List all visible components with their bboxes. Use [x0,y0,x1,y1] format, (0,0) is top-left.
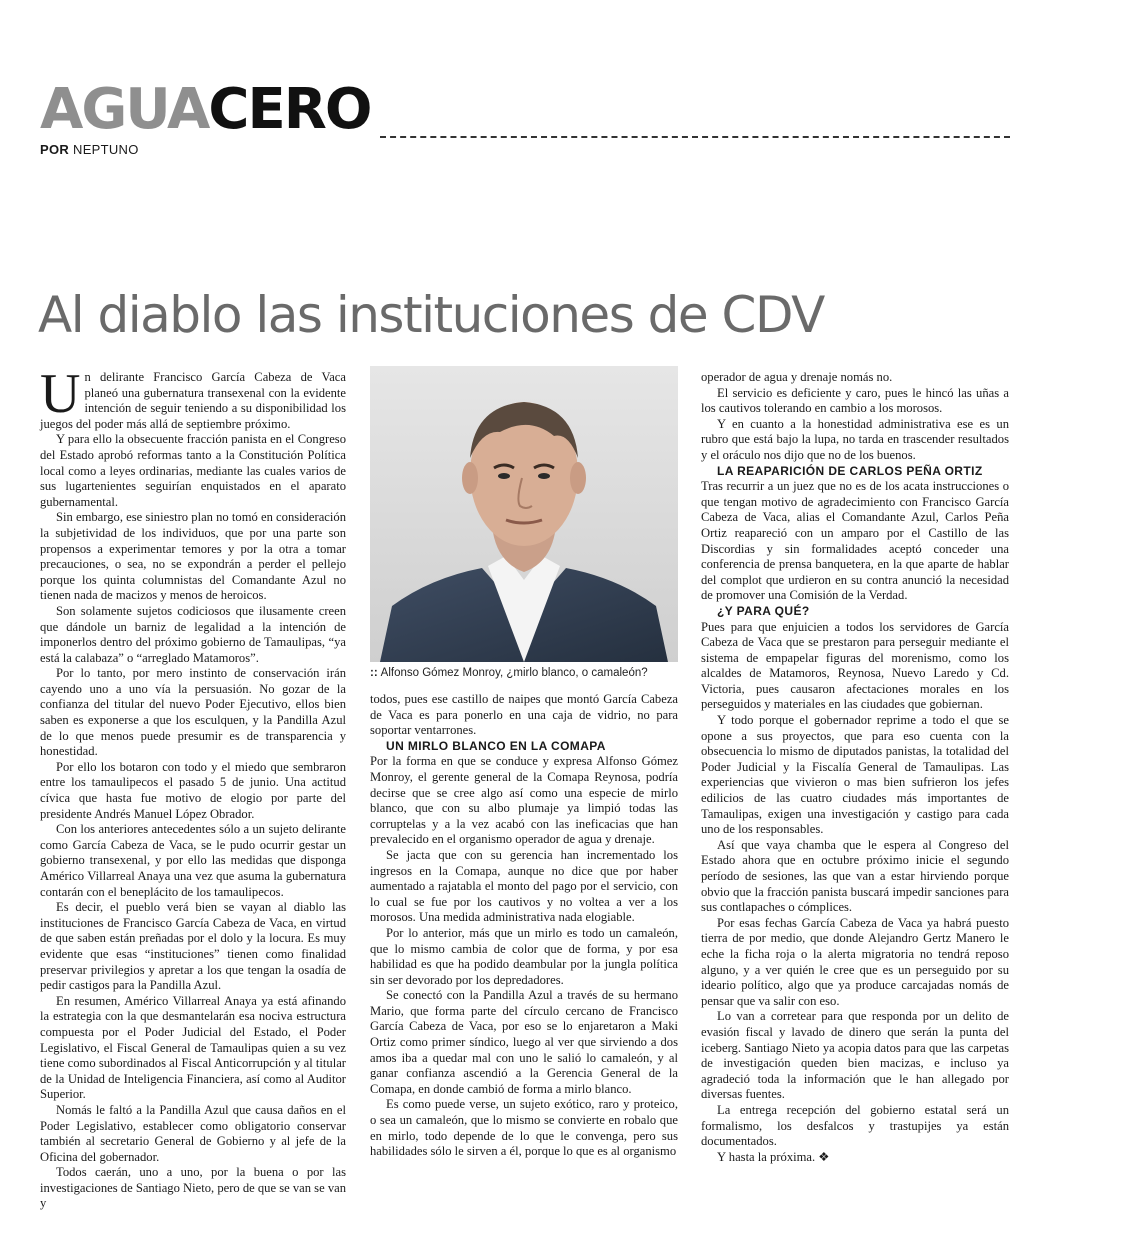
paragraph: Y todo porque el gobernador reprime a todo el que se opone a sus proyectos, que para eso cuenta con la obsecuencia lo mismo de diputados panistas, la totalidad del Poder Judicial y la Fiscalía General de Tamaulipas. Las experiencias que vivieron o mas bien sufrieron los jefes edilicios de las cuatro ciudades más importantes de Tamaulipas, exigen una investigación y castigo para cada uno de los responsables. [701,713,1009,837]
paragraph: Pues para que enjuicien a todos los servidores de García Cabeza de Vaca que se prestaron para perseguir mediante el sistema de empapelar figuras del morenismo, como los alcaldes de Matamoros, Reynosa, Nuevo Laredo y Cd. Victoria, pues causaron afectaciones morales en los perseguidos y materiales en las ciudades que gobiernan. [701,619,1009,712]
byline-author: NEPTUNO [73,142,139,157]
article-headline: Al diablo las instituciones de CDV [38,286,824,344]
paragraph: Son solamente sujetos codiciosos que ilusamente creen que dándole un barniz de legalidad a la intención de imponerlos dentro del próximo gobierno de Tamaulipas, “ya está la calabaza” o “arreglado Matamoros”. [40,603,346,665]
article-column-1 [40,363,347,1212]
paragraph: Y hasta la próxima. ❖ [717,1149,830,1164]
paragraph: La entrega recepción del gobierno estatal será un formalismo, los desfalcos y trastupijes ya están documentados. [701,1102,1009,1149]
paragraph: Y para ello la obsecuente fracción panista en el Congreso del Estado aprobó reformas tanto a la Constitución Política local como a leyes ordinarias, mediante las cuales varios de sus lugartenientes seguirían enquistados en el aparato gubernamental. [40,432,346,509]
section-subheading: UN MIRLO BLANCO EN LA COMAPA [386,738,606,753]
portrait-illustration [370,366,678,662]
paragraph: Así que vaya chamba que le espera al Congreso del Estado ahora que en octubre próximo inicie el segundo período de sesiones, las que van a estar hirviendo porque obvio que la fracción panista buscará impedir sanciones para sus contlapaches o cómplices. [701,837,1009,915]
caption-text: Alfonso Gómez Monroy, ¿mirlo blanco, o camaleón? [380,667,648,679]
paragraph: Es como puede verse, un sujeto exótico, raro y proteico, o sea un camaleón, que lo mismo se convierte en robalo que en mirlo, todo depende de lo que le convenga, pero sus habilidades sólo le sirven a él, porque lo que es al organismo [370,1097,678,1159]
dashed-divider [380,136,1010,138]
paragraph: Por lo tanto, por mero instinto de conservación irán cayendo uno a uno vía la persuasión. No gozar de la confianza del titular del nuevo Poder Ejecutivo, ellos bien saben es exponerse a que los esculquen, y la Pandilla Azul de lo que menos puede presumir es de transparencia y honestidad. [40,666,346,759]
paragraph: Todos caerán, uno a uno, por la buena o por las investigaciones de Santiago Nieto, pero de que se van se van y [40,1165,347,1211]
byline-por: POR [40,142,70,157]
paragraph: Por lo anterior, más que un mirlo es todo un camaleón, que lo mismo cambia de color que de forma, y por esa habilidad es que ha podido deambular por la jungla política sin ser devorado por los depredadores. [370,925,678,987]
paragraph: Tras recurrir a un juez que no es de los acata instrucciones o que tengan motivo de agradecimiento con Francisco García Cabeza de Vaca, alias el Comandante Azul, Carlos Peña Ortiz reapareció con un amparo por el Castillo de las Discordias y sin formalidades aceptó conceder una conferencia de prensa banquetera, en la que aparte de hablar del complot que urdieron en su contra anunció la necesidad de promover una Comisión de la Verdad. [701,479,1009,603]
article-column-2 [370,692,678,1160]
paragraph: El servicio es deficiente y caro, pues le hincó las uñas a los cautivos tolerando en cambio a los morosos. [701,385,1009,416]
column-masthead [40,77,371,142]
masthead-part-agua: AGUA [40,77,209,142]
paragraph: Por ello los botaron con todo y el miedo que sembraron entre los tamaulipecos el pasado 5 de junio. Una actitud cívica que hasta fue motivo de elogio por parte del presidente Andrés Manuel López Obrador. [40,759,346,821]
paragraph: Se conectó con la Pandilla Azul a través de su hermano Mario, que forma parte del círculo cercano de Francisco García Cabeza de Vaca, por eso se lo enjaretaron a Maki Ortiz como primer síndico, luego al ver que sirviendo a dos amos iba a quedar mal con uno le salió lo camaleón, y al ganar confianza ascendió a la Gerencia General de la Comapa, en donde cambió de forma a mirlo blanco. [370,988,678,1096]
article-column-3 [701,370,1009,1165]
paragraph: Es decir, el pueblo verá bien se vayan al diablo las instituciones de Francisco García Cabeza de Vaca, en virtud de que saben están preñadas por el dolo y la locura. Es muy evidente que esas “instituciones” tienen como finalidad preservar privilegios y apretar a los que tengan la osadía de pedir castigos para la Pandilla Azul. [40,900,346,993]
section-subheading: ¿Y PARA QUÉ? [717,603,810,618]
byline [40,142,139,157]
paragraph: Lo van a corretear para que responda por un delito de evasión fiscal y lavado de dinero que serán la punta del iceberg. Santiago Nieto ya acopia datos para que las carpetas de investigación queden bien macizas, e incluso ya agradeció toda la información que le han allegado por diversas fuentes. [701,1009,1009,1102]
paragraph: Nomás le faltó a la Pandilla Azul que causa daños en el Poder Legislativo, establecer como obligatorio conservar también al secretario General de Gobierno y al jefe de la Oficina del gobernador. [40,1102,346,1164]
drop-cap: U [40,363,81,425]
paragraph: Se jacta que con su gerencia han incrementado los ingresos en la Comapa, aunque no dice que por haber aumentado a rajatabla el monto del pago por el servicio, con lo cual se fue por los cautivos y no voltea a ver a los morosos. Una medida administrativa nada elogiable. [370,847,678,925]
section-subheading: LA REAPARICIÓN DE CARLOS PEÑA ORTIZ [717,463,983,478]
paragraph: operador de agua y drenaje nomás no. [701,370,893,384]
portrait-photo [370,366,678,662]
paragraph: todos, pues ese castillo de naipes que montó García Cabeza de Vaca es para ponerlo en una caja de vidrio, no para soportar ventarrones. [370,692,678,738]
caption-bullet-icon: :: [370,667,378,679]
photo-caption [370,667,678,679]
paragraph: En resumen, Américo Villarreal Anaya ya está afinando la estrategia con la que desmantelarán esa nociva estructura compuesta por el Poder Judicial del Estado, el Poder Legislativo, el Fiscal General de Tamaulipas quien a su vez tiene como subordinados al Fiscal Anticorrupción y al titular de la Unidad de Inteligencia Financiera, así como al Auditor Superior. [40,993,346,1102]
paragraph: Sin embargo, ese siniestro plan no tomó en consideración la subjetividad de los individuos, que por una parte son propensos a experimentar temores y por la otra a tomar precauciones, o sea, no se expondrán a perder el pellejo porque los quinta columnistas del Comandante Azul no tienen nada de macizos y menos de heroicos. [40,510,346,603]
masthead-part-cero: CERO [208,77,371,142]
paragraph: Un delirante Francisco García Cabeza de Vaca planeó una gubernatura transexenal con la evidente intención de seguir teniendo a su disponibilidad los juegos del poder más allá de septiembre próximo. [40,363,346,431]
paragraph: Con los anteriores antecedentes sólo a un sujeto delirante como García Cabeza de Vaca, se le pudo ocurrir gestar un gobierno transexenal, y por ello las medidas que disponga Américo Villarreal Anaya una vez que asuma la gubernatura contarán con el beneplácito de los tamaulipecos. [40,822,346,899]
paragraph: Y en cuanto a la honestidad administrativa ese es un rubro que está bajo la lupa, no tarda en trascender resultados y el oráculo nos dijo que no de los buenos. [701,416,1009,462]
paragraph: Por la forma en que se conduce y expresa Alfonso Gómez Monroy, el gerente general de la Comapa Reynosa, podría decirse que se cree algo así como una especie de mirlo blanco, que con su albo plumaje ya limpió todas las corruptelas y a la vez acabó con las ineficacias que han prevalecido en el organismo operador de agua y drenaje. [370,754,678,847]
paragraph: Por esas fechas García Cabeza de Vaca ya habrá puesto tierra de por medio, que donde Alejandro Gertz Manero le eche la ficha roja o la alerta migratoria no tendrá reposo alguno, y a ver quién le cree que es un perseguido por su ideario político, algo que ya produce carcajadas nomás de pensar que va salir con eso. [701,915,1009,1008]
